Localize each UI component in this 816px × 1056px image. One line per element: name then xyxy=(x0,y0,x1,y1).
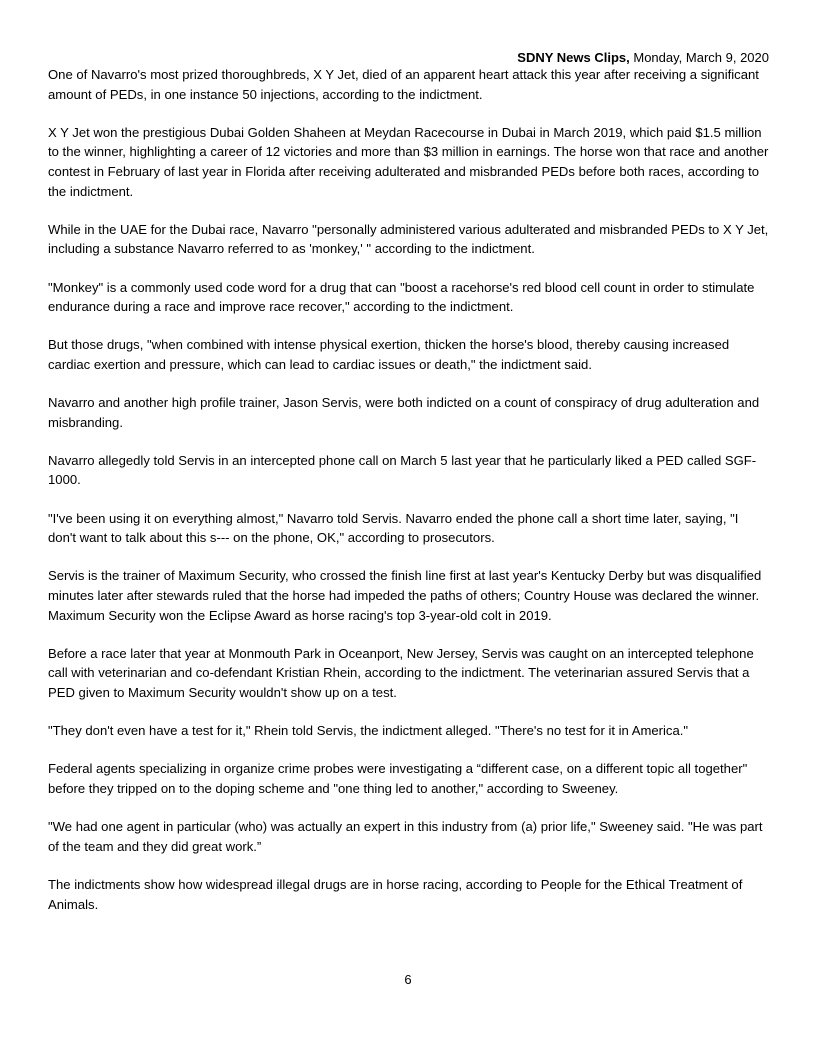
paragraph-4: "Monkey" is a commonly used code word for a drug that can "boost a racehorse's red blood cell count in order to stimulate endurance during a race and improve race recover," according to the indictment. xyxy=(48,279,755,315)
paragraph-2: X Y Jet won the prestigious Dubai Golden Shaheen at Meydan Racecourse in Dubai in March 2019, which paid $1.5 million to the winner, highlighting a career of 12 victories and more than $3 million in earnings. The horse won that race and another contest in February of last year in Florida after receiving adulterated and misbranded PEDs before both races, according to the indictment. xyxy=(48,124,769,199)
paragraph-5: But those drugs, "when combined with intense physical exertion, thicken the horse's blood, thereby causing increased cardiac exertion and pressure, which can lead to cardiac issues or death," the indictment said. xyxy=(48,337,730,372)
paragraph-1: One of Navarro's most prized thoroughbreds, X Y Jet, died of an apparent heart attack this year after receiving a significant amount of PEDs, in one instance 50 injections, according to the indictment. xyxy=(48,67,759,102)
paragraph-8: "I've been using it on everything almost," Navarro told Servis. Navarro ended the phone call a short time later, saying, "I don't want to talk about this s--- on the phone, OK," according to prosecutors. xyxy=(48,510,739,546)
article-body xyxy=(48,65,770,933)
publication-name: SDNY News Clips, xyxy=(517,50,630,65)
paragraph-3: While in the UAE for the Dubai race, Navarro "personally administered various adulterated and misbranded PEDs to X Y Jet, including a substance Navarro referred to as 'monkey,' " according to the indictment. xyxy=(48,221,769,257)
page-number: 6 xyxy=(404,972,412,987)
paragraph-11: "They don't even have a test for it," Rhein told Servis, the indictment alleged. "There's no test for it in America." xyxy=(48,723,689,739)
paragraph-10: Before a race later that year at Monmouth Park in Oceanport, New Jersey, Servis was caught on an intercepted telephone call with veterinarian and co-defendant Kristian Rhein, according to the indictment. The veterinarian assured Servis that a PED given to Maximum Security wouldn't show up on a test. xyxy=(48,645,754,700)
paragraph-6: Navarro and another high profile trainer, Jason Servis, were both indicted on a count of conspiracy of drug adulteration and misbranding. xyxy=(48,395,760,430)
paragraph-13: "We had one agent in particular (who) was actually an expert in this industry from (a) prior life," Sweeney said. "He was part of the team and they did great work.” xyxy=(48,819,763,854)
paragraph-12: Federal agents specializing in organize crime probes were investigating a “different case, on a different topic all together" before they tripped on to the doping scheme and "one thing led to another," according to Sweeney. xyxy=(48,761,748,796)
paragraph-7: Navarro allegedly told Servis in an intercepted phone call on March 5 last year that he particularly liked a PED called SGF-1000. xyxy=(48,452,757,488)
running-header xyxy=(517,50,769,66)
paragraph-14: The indictments show how widespread illegal drugs are in horse racing, according to People for the Ethical Treatment of Animals. xyxy=(48,876,743,912)
paragraph-9: Servis is the trainer of Maximum Security, who crossed the finish line first at last year's Kentucky Derby but was disqualified minutes later after stewards ruled that the horse had impeded the paths of others; Country House was declared the winner. Maximum Security won the Eclipse Award as horse racing's top 3-year-old colt in 2019. xyxy=(48,568,762,623)
publication-date: Monday, March 9, 2020 xyxy=(633,50,769,65)
